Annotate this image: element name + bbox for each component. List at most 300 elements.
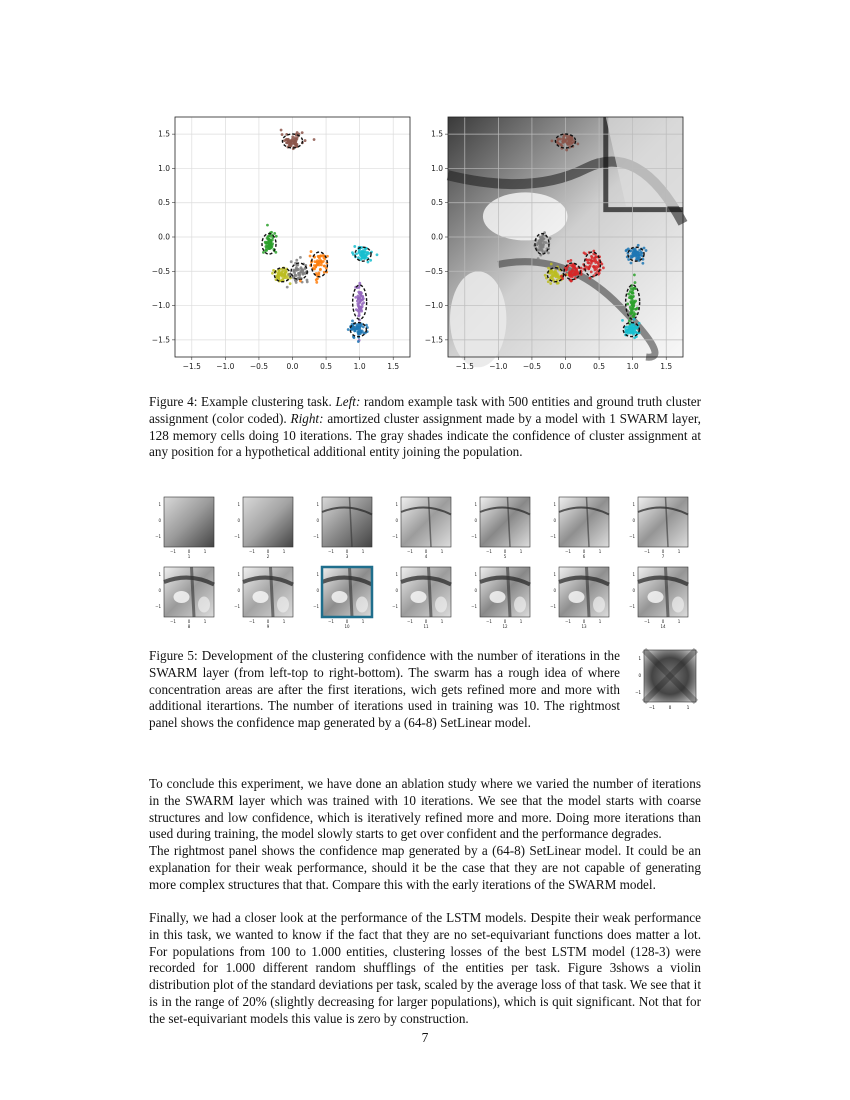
panel-iteration-label: 11 — [423, 624, 429, 629]
panel-xtick: 0 — [424, 619, 428, 624]
data-point — [317, 272, 320, 275]
data-point — [550, 263, 553, 266]
figure-4 — [140, 112, 710, 382]
data-point — [633, 318, 636, 321]
data-point — [362, 301, 365, 304]
panel-xtick: 0 — [345, 549, 349, 554]
data-point — [551, 139, 554, 142]
data-point — [363, 257, 366, 260]
panel-xtick: −1 — [170, 619, 176, 624]
y-tick-label: 0.5 — [431, 198, 443, 208]
setlinear-xtick: 1 — [686, 705, 690, 710]
panel-ytick: −1 — [471, 534, 477, 539]
data-point — [627, 258, 630, 261]
data-point — [560, 143, 563, 146]
iteration-panel — [471, 567, 530, 629]
data-point — [266, 241, 269, 244]
panel-ytick: 1 — [553, 572, 556, 577]
data-point — [295, 259, 298, 262]
panel-iteration-label: 5 — [503, 554, 507, 559]
data-point — [269, 239, 272, 242]
panel-ytick: −1 — [155, 534, 161, 539]
data-point — [544, 274, 547, 277]
x-tick-label: −1.0 — [489, 362, 508, 371]
panel-xtick: 0 — [503, 549, 507, 554]
data-point — [369, 259, 372, 262]
data-point — [638, 254, 641, 257]
panel-ytick: 1 — [474, 572, 477, 577]
data-point — [634, 281, 637, 284]
iteration-panel — [234, 567, 293, 629]
panel-ytick: −1 — [155, 604, 161, 609]
panel-iteration-label: 9 — [266, 624, 270, 629]
data-point — [289, 142, 292, 145]
data-point — [586, 259, 589, 262]
data-point — [628, 320, 631, 323]
panel-xtick: 1 — [677, 619, 681, 624]
left-label: Left: — [335, 394, 361, 409]
data-point — [353, 328, 356, 331]
right-label: Right: — [290, 410, 324, 426]
panel-ytick: −1 — [234, 604, 240, 609]
data-point — [359, 293, 362, 296]
data-point — [576, 142, 579, 145]
panel-iteration-label: 8 — [187, 624, 191, 629]
panel-ytick: 0 — [158, 588, 161, 593]
paragraph-setlinear: The rightmost panel shows the confidence map generated by a (64-8) SetLinear model. It could be an explanation for their weak performance, should it be the case that they are not capable of generating more complex structures that that. Compare this with the early iterations of the SWARM model. — [149, 843, 701, 892]
data-point — [587, 261, 590, 264]
data-point — [543, 237, 546, 240]
data-point — [597, 265, 600, 268]
data-point — [574, 267, 577, 270]
data-point — [356, 300, 359, 303]
panel-iteration-label: 14 — [660, 624, 666, 629]
data-point — [629, 250, 632, 253]
data-point — [376, 253, 379, 256]
data-point — [633, 301, 636, 304]
data-point — [356, 323, 359, 326]
iteration-panel — [155, 567, 214, 629]
y-tick-label: −0.5 — [424, 266, 443, 276]
panel-xtick: 0 — [582, 549, 586, 554]
data-point — [351, 319, 354, 322]
data-point — [634, 247, 637, 250]
data-point — [569, 259, 572, 262]
panel-ytick: −1 — [313, 604, 319, 609]
panel-ytick: 1 — [395, 502, 398, 507]
data-point — [357, 297, 360, 300]
panel-xtick: 1 — [677, 549, 681, 554]
data-point — [268, 244, 271, 247]
panel-xtick: −1 — [170, 549, 176, 554]
data-point — [322, 260, 325, 263]
data-point — [538, 240, 541, 243]
panel-ytick: 1 — [316, 572, 319, 577]
data-point — [565, 135, 568, 138]
data-point — [315, 278, 318, 281]
data-point — [632, 314, 635, 317]
data-point — [537, 257, 540, 260]
panel-xtick: 0 — [266, 619, 270, 624]
y-tick-label: 1.5 — [431, 129, 443, 139]
x-tick-label: 1.0 — [353, 362, 366, 371]
data-point — [629, 255, 632, 258]
y-tick-label: 1.0 — [158, 163, 170, 173]
panel-xtick: −1 — [407, 549, 413, 554]
panel-xtick: 0 — [661, 549, 665, 554]
data-point — [276, 276, 279, 279]
data-point — [365, 324, 368, 327]
data-point — [567, 138, 570, 141]
panel-xtick: −1 — [644, 619, 650, 624]
setlinear-xtick: −1 — [649, 705, 655, 710]
data-point — [550, 272, 553, 275]
data-point — [300, 266, 303, 269]
data-point — [632, 292, 635, 295]
panel-xtick: 0 — [266, 549, 270, 554]
data-point — [629, 312, 632, 315]
y-tick-label: −0.5 — [151, 266, 170, 276]
data-point — [273, 232, 276, 235]
x-tick-label: −1.5 — [182, 362, 201, 371]
panel-ytick: −1 — [550, 604, 556, 609]
panel-ytick: −1 — [234, 534, 240, 539]
data-point — [271, 272, 274, 275]
data-point — [625, 331, 628, 334]
setlinear-ytick: 1 — [638, 656, 641, 661]
data-point — [571, 141, 574, 144]
data-point — [621, 319, 624, 322]
data-point — [628, 327, 631, 330]
x-tick-label: 1.5 — [387, 362, 400, 371]
data-point — [590, 260, 593, 263]
data-point — [626, 303, 629, 306]
x-tick-label: 0.0 — [559, 362, 572, 371]
panel-iteration-label: 4 — [424, 554, 428, 559]
data-point — [266, 236, 269, 239]
data-point — [277, 272, 280, 275]
x-tick-label: −1.0 — [216, 362, 235, 371]
panel-ytick: 1 — [237, 572, 240, 577]
data-point — [637, 244, 640, 247]
panel-ytick: 1 — [632, 502, 635, 507]
x-tick-label: −0.5 — [249, 362, 269, 371]
data-point — [556, 278, 559, 281]
data-point — [286, 286, 289, 289]
data-point — [631, 296, 634, 299]
panel-xtick: −1 — [644, 549, 650, 554]
figure-5-grid — [140, 492, 710, 640]
x-tick-label: 0.5 — [593, 362, 606, 371]
panel-ytick: 1 — [237, 502, 240, 507]
data-point — [625, 249, 628, 252]
panel-ytick: 1 — [158, 502, 161, 507]
data-point — [284, 275, 287, 278]
data-point — [354, 296, 357, 299]
data-point — [590, 270, 593, 273]
panel-ytick: −1 — [550, 534, 556, 539]
panel-iteration-label: 6 — [582, 554, 586, 559]
data-point — [299, 256, 302, 259]
panel-xtick: 1 — [361, 549, 365, 554]
data-point — [274, 251, 277, 254]
data-point — [301, 270, 304, 273]
y-tick-label: −1.5 — [424, 335, 443, 345]
panel-xtick: 1 — [598, 549, 602, 554]
panel-ytick: 0 — [474, 518, 477, 523]
data-point — [353, 336, 356, 339]
panel-ytick: −1 — [392, 534, 398, 539]
setlinear-xtick: 0 — [668, 705, 672, 710]
data-point — [641, 262, 644, 265]
data-point — [632, 333, 635, 336]
data-point — [554, 272, 557, 275]
panel-ytick: 1 — [395, 572, 398, 577]
panel-xtick: −1 — [328, 549, 334, 554]
panel-ytick: 0 — [632, 588, 635, 593]
data-point — [583, 252, 586, 255]
data-point — [547, 252, 550, 255]
panel-ytick: −1 — [471, 604, 477, 609]
data-point — [299, 280, 302, 283]
data-point — [320, 263, 323, 266]
data-point — [368, 252, 371, 255]
data-point — [562, 138, 565, 141]
data-point — [358, 326, 361, 329]
data-point — [358, 305, 361, 308]
panel-xtick: 1 — [440, 619, 444, 624]
iteration-panel — [629, 497, 688, 559]
data-point — [359, 253, 362, 256]
data-point — [632, 305, 635, 308]
data-point — [347, 328, 350, 331]
data-point — [293, 271, 296, 274]
data-point — [293, 142, 296, 145]
panel-xtick: 1 — [598, 619, 602, 624]
figure-4-caption: Figure 4: Example clustering task. Left: random example task with 500 entities and ground truth cluster assignment (color coded). Right: amortized cluster assignment made by a model with 1 SWARM layer, 128 memory cells doing 10 iterations. The gray shades indicate the confidence of cluster assignment at any position for a hypothetical additional entity joining the population. — [149, 394, 701, 460]
iteration-panel — [550, 497, 609, 559]
scatter-right-chart — [425, 117, 683, 371]
panel-ytick: 0 — [553, 518, 556, 523]
data-point — [640, 251, 643, 254]
data-point — [358, 302, 361, 305]
data-point — [574, 271, 577, 274]
panel-ytick: 1 — [316, 502, 319, 507]
data-point — [565, 268, 568, 271]
page-number: 7 — [421, 1030, 429, 1045]
data-point — [571, 275, 574, 278]
panel-ytick: 0 — [316, 588, 319, 593]
data-point — [362, 297, 365, 300]
data-point — [629, 307, 632, 310]
data-point — [631, 289, 634, 292]
x-tick-label: 1.5 — [660, 362, 673, 371]
panel-xtick: 1 — [440, 549, 444, 554]
data-point — [353, 245, 356, 248]
panel-xtick: 1 — [519, 549, 523, 554]
y-tick-label: −1.5 — [151, 335, 170, 345]
panel-xtick: 0 — [503, 619, 507, 624]
panel-xtick: 1 — [519, 619, 523, 624]
y-tick-label: −1.0 — [424, 301, 443, 311]
data-point — [262, 251, 265, 254]
panel-ytick: 1 — [632, 572, 635, 577]
data-point — [635, 331, 638, 334]
panel-xtick: −1 — [486, 549, 492, 554]
data-point — [295, 266, 298, 269]
iteration-panel — [392, 567, 451, 629]
data-point — [547, 267, 550, 270]
data-point — [570, 270, 573, 273]
y-tick-label: 1.5 — [158, 129, 170, 139]
data-point — [289, 282, 292, 285]
y-tick-label: 0.0 — [158, 232, 170, 242]
data-point — [306, 280, 309, 283]
data-point — [572, 264, 575, 267]
data-point — [539, 238, 542, 241]
x-tick-label: 1.0 — [626, 362, 639, 371]
iteration-panel — [629, 567, 688, 629]
panel-xtick: 0 — [187, 549, 191, 554]
data-point — [315, 281, 318, 284]
panel-ytick: 1 — [474, 502, 477, 507]
paragraph-lstm: Finally, we had a closer look at the performance of the LSTM models. Despite their weak performance in this task, we wanted to know if the fact that they are no set-equivariant functions does matter a lot. For populations from 100 to 1.000 entities, clustering losses of the best LSTM model (128-3) were recorded for 1.000 different random shufflings of the entities per task. Figure 3shows a violin distribution plot of the standard deviations per task, scaled by the average loss of that task. We see that it is in the range of 20% (slightly decreasing for larger populations), which is quit significant. Not that for the set-equivariant models this value is zero by construction. — [149, 910, 701, 1026]
data-point — [316, 261, 319, 264]
panel-xtick: −1 — [328, 619, 334, 624]
y-tick-label: 0.0 — [431, 232, 443, 242]
data-point — [285, 138, 288, 141]
data-point — [633, 328, 636, 331]
iteration-panel — [471, 497, 530, 559]
iteration-panel — [313, 497, 372, 559]
panel-xtick: −1 — [486, 619, 492, 624]
panel-iteration-label: 10 — [344, 624, 350, 629]
data-point — [638, 322, 641, 325]
panel-ytick: 0 — [474, 588, 477, 593]
data-point — [351, 251, 354, 254]
panel-xtick: 1 — [282, 549, 286, 554]
panel-ytick: 0 — [395, 588, 398, 593]
data-point — [567, 260, 570, 263]
data-point — [539, 244, 542, 247]
panel-ytick: 0 — [553, 588, 556, 593]
x-tick-label: 0.5 — [320, 362, 333, 371]
data-point — [630, 262, 633, 265]
y-tick-label: −1.0 — [151, 301, 170, 311]
panel-xtick: 0 — [187, 619, 191, 624]
data-point — [313, 138, 316, 141]
data-point — [288, 273, 291, 276]
panel-iteration-label: 13 — [581, 624, 587, 629]
data-point — [281, 133, 284, 136]
figure-5-caption: Figure 5: Development of the clustering confidence with the number of iterations in the SWARM layer (from left-top to right-bottom). The swarm has a rough idea of where concentration areas are after the first iterations, wich gets refined more and more with additional iterartions. The number of iterations used in training was 10. The rightmost panel shows the confidence map generated by a (64-8) SetLinear model. — [149, 648, 620, 731]
data-point — [298, 273, 301, 276]
data-point — [301, 131, 304, 134]
panel-xtick: 1 — [203, 549, 207, 554]
panel-ytick: 1 — [553, 502, 556, 507]
iteration-panel — [550, 567, 609, 629]
panel-ytick: 0 — [237, 518, 240, 523]
panel-ytick: −1 — [629, 534, 635, 539]
x-tick-label: −0.5 — [522, 362, 542, 371]
data-point — [319, 268, 322, 271]
panel-xtick: 0 — [345, 619, 349, 624]
data-point — [358, 314, 361, 317]
data-point — [309, 255, 312, 258]
panel-iteration-label: 12 — [502, 624, 508, 629]
panel-xtick: −1 — [407, 619, 413, 624]
data-point — [567, 142, 570, 145]
data-point — [280, 129, 283, 132]
panel-ytick: −1 — [392, 604, 398, 609]
data-point — [633, 253, 636, 256]
iteration-panel — [392, 497, 451, 559]
data-point — [594, 261, 597, 264]
data-point — [629, 290, 632, 293]
panel-ytick: −1 — [313, 534, 319, 539]
panel-ytick: 0 — [632, 518, 635, 523]
data-point — [626, 326, 629, 329]
data-point — [291, 139, 294, 142]
panel-xtick: 1 — [361, 619, 365, 624]
data-point — [285, 141, 288, 144]
data-point — [543, 241, 546, 244]
data-point — [318, 255, 321, 258]
data-point — [364, 250, 367, 253]
data-point — [643, 247, 646, 250]
data-point — [268, 247, 271, 250]
data-point — [627, 293, 630, 296]
data-point — [266, 224, 269, 227]
panel-ytick: −1 — [629, 604, 635, 609]
setlinear-confidence-map — [630, 648, 700, 718]
data-point — [590, 255, 593, 258]
panel-iteration-label: 7 — [661, 554, 665, 559]
data-point — [310, 250, 313, 253]
data-point — [356, 309, 359, 312]
data-point — [357, 256, 360, 259]
y-tick-label: 1.0 — [431, 163, 443, 173]
data-point — [291, 135, 294, 138]
panel-ytick: 1 — [158, 572, 161, 577]
panel-iteration-label: 1 — [187, 554, 191, 559]
panel-ytick: 0 — [316, 518, 319, 523]
data-point — [587, 267, 590, 270]
panel-xtick: −1 — [565, 619, 571, 624]
scatter-left-chart — [152, 117, 410, 371]
panel-iteration-label: 2 — [266, 554, 270, 559]
data-point — [560, 275, 563, 278]
data-point — [362, 255, 365, 258]
data-point — [635, 308, 638, 311]
data-point — [295, 138, 298, 141]
data-point — [593, 267, 596, 270]
panel-ytick: 0 — [237, 588, 240, 593]
iteration-panel — [234, 497, 293, 559]
data-point — [540, 249, 543, 252]
panel-xtick: 1 — [282, 619, 286, 624]
iteration-panel — [313, 567, 372, 629]
panel-xtick: −1 — [249, 549, 255, 554]
data-point — [323, 265, 326, 268]
data-point — [602, 266, 605, 269]
panel-xtick: −1 — [249, 619, 255, 624]
data-point — [549, 282, 552, 285]
x-tick-label: 0.0 — [286, 362, 299, 371]
data-point — [358, 330, 361, 333]
iteration-panel — [155, 497, 214, 559]
x-tick-label: −1.5 — [455, 362, 474, 371]
